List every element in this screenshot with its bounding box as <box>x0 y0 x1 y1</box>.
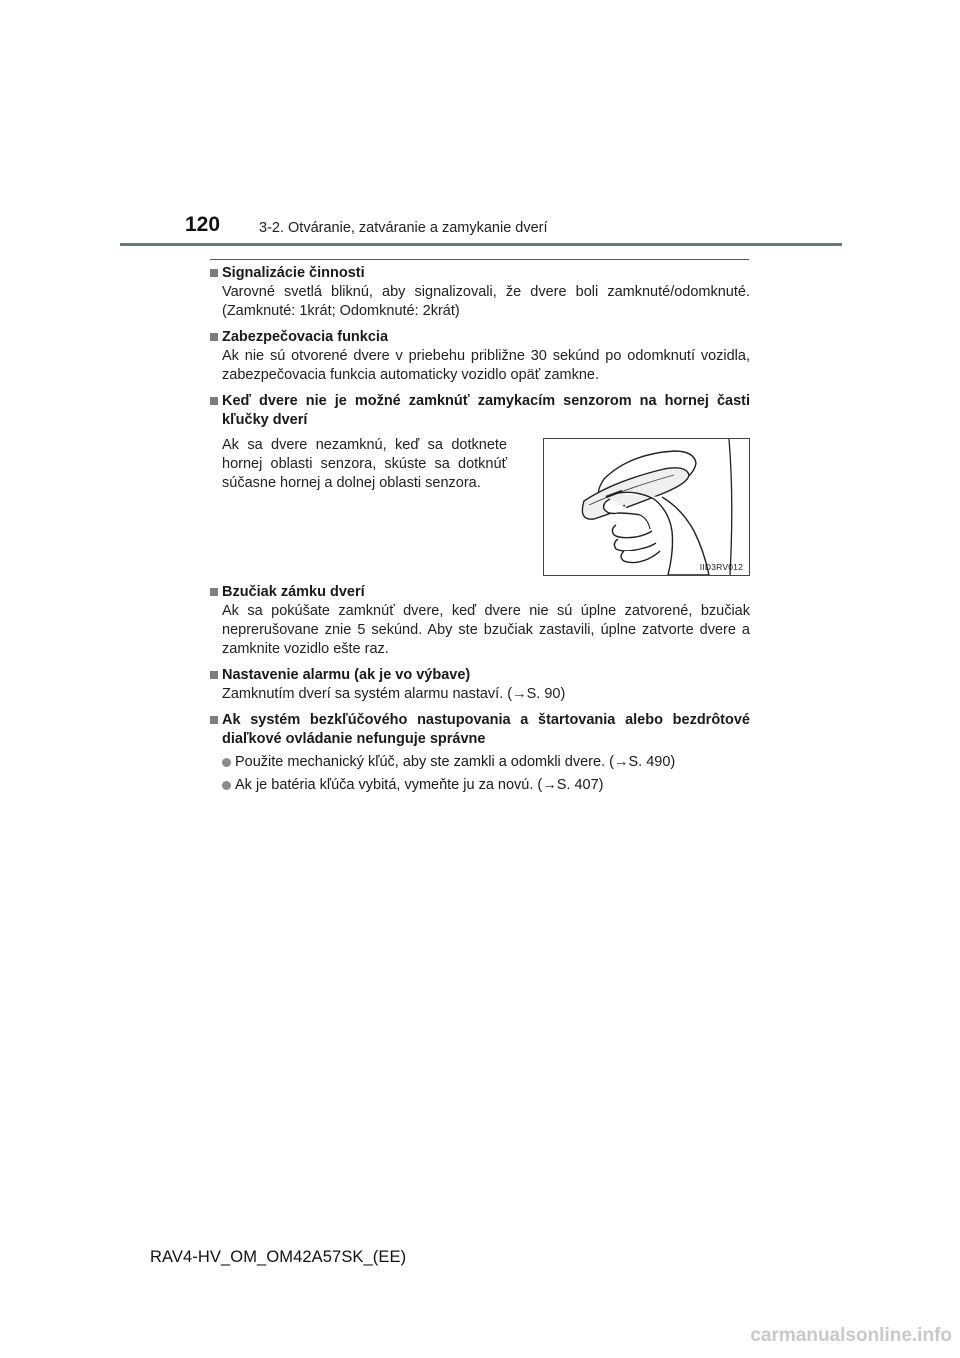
square-bullet-icon <box>210 269 218 277</box>
page-number: 120 <box>185 213 221 236</box>
square-bullet-icon <box>210 716 218 724</box>
section-body: Ak sa dvere nezamknú, keď sa dotknete hornej oblasti senzora, skúste sa dotknúť súčasne hornej a dolnej oblasti senzora. <box>222 437 507 491</box>
list-item-text: Použite mechanický kľúč, aby ste zamkli a odomkli dvere. (→S. 490) <box>235 754 676 770</box>
figure-caption: IID3RV012 <box>699 562 743 572</box>
section-title-text: Signalizácie činnosti <box>222 265 365 281</box>
square-bullet-icon <box>210 671 218 679</box>
content-top-rule <box>210 259 749 260</box>
section-signalization <box>210 264 750 321</box>
list-item-text: Ak je batéria kľúča vybitá, vymeňte ju za novú. (→S. 407) <box>235 777 604 793</box>
section-alarm-setting <box>210 666 750 704</box>
section-title <box>210 711 750 749</box>
section-body: Ak nie sú otvorené dvere v priebehu približne 30 sekúnd po odomknutí vozidla, zabezpečovacia funkcia automaticky vozidlo opäť zamkne. <box>222 348 750 383</box>
section-title <box>210 392 750 430</box>
hand-touching-door-handle-icon <box>544 439 749 575</box>
section-body: Ak sa pokúšate zamknúť dvere, keď dvere nie sú úplne zatvorené, bzučiak neprerušovane znie 5 sekúnd. Aby ste bzučiak zastavili, úplne zatvorte dvere a zamknite vozidlo ešte raz. <box>222 603 750 657</box>
page-header <box>0 0 960 250</box>
text-figure-row <box>210 436 750 576</box>
section-title-text: Ak systém bezkľúčového nastupovania a štartovania alebo bezdrôtové diaľkové ovládanie nefunguje správne <box>222 712 750 747</box>
section-title <box>210 328 750 347</box>
section-body: Varovné svetlá bliknú, aby signalizovali, že dvere boli zamknuté/odomknuté. (Zamknuté: 1krát; Odomknuté: 2krát) <box>222 284 750 319</box>
section-title-text: Nastavenie alarmu (ak je vo výbave) <box>222 667 471 683</box>
square-bullet-icon <box>210 397 218 405</box>
section-title <box>210 666 750 685</box>
chapter-title: 3-2. Otváranie, zatváranie a zamykanie dverí <box>259 220 548 236</box>
door-handle-illustration <box>543 438 750 576</box>
page-content <box>210 264 750 802</box>
section-title-text: Keď dvere nie je možné zamknúť zamykacím senzorom na hornej časti kľučky dverí <box>222 393 750 428</box>
section-title <box>210 583 750 602</box>
section-title-text: Bzučiak zámku dverí <box>222 584 365 600</box>
section-title-text: Zabezpečovacia funkcia <box>222 329 389 345</box>
section-body: Zamknutím dverí sa systém alarmu nastaví. (→S. 90) <box>222 686 566 702</box>
section-door-buzzer <box>210 583 750 659</box>
header-rule <box>120 243 842 246</box>
document-code: RAV4-HV_OM_OM42A57SK_(EE) <box>150 1248 407 1266</box>
list-item <box>222 776 750 795</box>
circle-bullet-icon <box>222 758 231 767</box>
square-bullet-icon <box>210 588 218 596</box>
watermark-link[interactable]: carmanualsonline.info <box>750 1325 952 1346</box>
section-keyless-malfunction <box>210 711 750 795</box>
section-title <box>210 264 750 283</box>
list-item <box>222 753 750 772</box>
section-lock-sensor <box>210 392 750 576</box>
square-bullet-icon <box>210 333 218 341</box>
section-security-function <box>210 328 750 385</box>
circle-bullet-icon <box>222 781 231 790</box>
